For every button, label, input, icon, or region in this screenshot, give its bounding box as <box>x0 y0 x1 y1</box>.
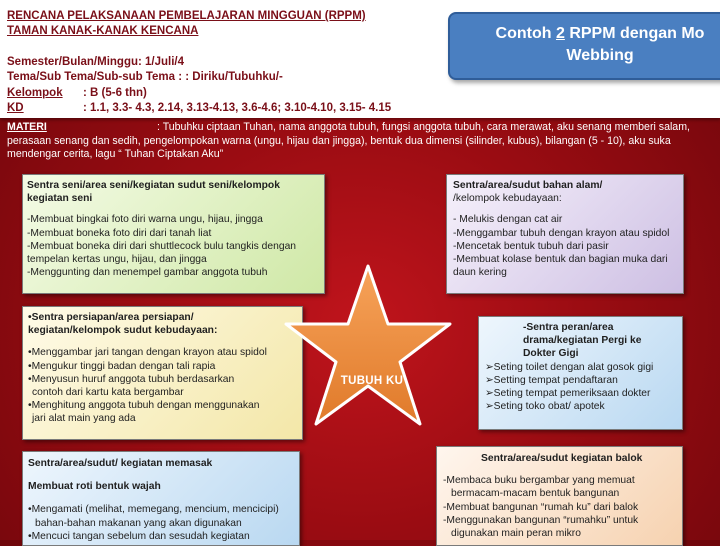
list-item: tempelan kertas ungu, hijau, dan jingga <box>27 254 207 266</box>
list-item: bermacam-macam bentuk bangunan <box>451 488 620 500</box>
list-item: -Membuat bangunan “rumah ku” dari balok <box>443 501 639 513</box>
callout-text-part3: RPPM dengan Mo <box>564 25 705 42</box>
list-item: •Mencuci tangan sebelum dan sesudah kegiatan <box>28 530 250 542</box>
sentra-peran-title: -Sentra peran/area <box>523 322 614 333</box>
list-item: ➢Seting tempat pemeriksaan dokter <box>485 388 651 400</box>
sentra-seni-title-2: kegiatan seni <box>27 193 93 205</box>
callout-number: 2 <box>555 25 565 42</box>
header-semester: Semester/Bulan/Minggu: 1/Juli/4 <box>7 56 185 68</box>
center-star <box>280 262 456 430</box>
list-item: -Membuat bingkai foto diri warna ungu, hijau, jingga <box>27 214 263 226</box>
sentra-persiapan-box <box>22 306 303 440</box>
list-item: -Menggambar tubuh dengan krayon atau spidol <box>453 227 670 239</box>
callout-line2: Webbing <box>566 47 634 64</box>
sentra-balok-title: Sentra/area/sudut kegiatan balok <box>481 453 643 464</box>
list-item: ➢Setting tempat pendaftaran <box>485 374 618 386</box>
list-item: -Membaca buku bergambar yang memuat <box>443 475 635 487</box>
list-item: bahan-bahan makanan yang akan digunakan <box>35 517 242 529</box>
sentra-alam-title-2: /kelompok kebudayaan: <box>453 193 562 205</box>
star-shape <box>280 262 456 430</box>
sentra-seni-title: Sentra seni/area seni/kegiatan sudut seni/kelompok <box>27 180 280 191</box>
sentra-peran-title-3: Dokter Gigi <box>523 348 579 360</box>
callout-text-part1: Contoh <box>495 25 556 42</box>
example-callout <box>448 12 720 80</box>
sentra-peran-box <box>478 316 683 430</box>
list-item: daun kering <box>453 267 507 279</box>
list-item: -Membuat boneka foto diri dari tanah liat <box>27 227 212 239</box>
sentra-memasak-box <box>22 451 300 546</box>
sentra-alam-title: Sentra/area/sudut bahan alam/ <box>453 180 603 191</box>
list-item: ➢Seting toko obat/ apotek <box>485 401 605 413</box>
kd-label: KD <box>7 102 24 114</box>
header-school: TAMAN KANAK-KANAK KENCANA <box>7 25 199 37</box>
list-item: -Membuat boneka diri dari shuttlecock bulu tangkis dengan <box>27 240 297 252</box>
header-tema: Tema/Sub Tema/Sub-sub Tema : : Diriku/Tubuhku/- <box>7 71 283 83</box>
kelompok-label: Kelompok <box>7 87 63 99</box>
list-item: ➢Seting toilet dengan alat gosok gigi <box>485 361 654 373</box>
kd-value: : 1.1, 3.3- 4.3, 2.14, 3.13-4.13, 3.6-4.6; 3.10-4.10, 3.15- 4.15 <box>83 102 392 114</box>
sentra-peran-title-2: drama/kegiatan Pergi ke <box>523 335 642 347</box>
sentra-alam-box <box>446 174 684 294</box>
center-topic-label: TUBUH KU <box>340 375 404 387</box>
list-item: •Menyusun huruf anggota tubuh berdasarkan <box>28 373 235 385</box>
sentra-balok-box <box>436 446 683 546</box>
header-kelompok <box>7 87 147 100</box>
list-item: -Menggunting dan menempel gambar anggota tubuh <box>27 267 268 279</box>
materi-label: MATERI <box>7 121 47 133</box>
kelompok-value: : B (5-6 thn) <box>83 87 147 99</box>
sentra-memasak-title: Sentra/area/sudut/ kegiatan memasak <box>28 458 213 469</box>
list-item: •Mengamati (melihat, memegang, mencium, mencicipi) <box>28 504 279 516</box>
header-kd <box>7 102 391 115</box>
sentra-memasak-title-2: Membuat roti bentuk wajah <box>28 481 161 493</box>
list-item: jari alat main yang ada <box>32 413 136 425</box>
list-item: -Mencetak bentuk tubuh dari pasir <box>453 240 609 252</box>
sentra-persiapan-title: •Sentra persiapan/area persiapan/ <box>28 312 194 323</box>
list-item: - Melukis dengan cat air <box>453 214 563 226</box>
list-item: •Mengukur tinggi badan dengan tali rapia <box>28 360 216 372</box>
sentra-persiapan-title-2: kegiatan/kelompok sudut kebudayaan: <box>28 325 218 337</box>
list-item: •Menggambar jari tangan dengan krayon atau spidol <box>28 347 267 359</box>
list-item: •Menghitung anggota tubuh dengan menggunakan <box>28 400 260 412</box>
list-item: -Membuat kolase bentuk dan bagian muka dari <box>453 254 668 266</box>
list-item: contoh dari kartu kata bergambar <box>32 387 184 399</box>
header-title: RENCANA PELAKSANAAN PEMBELAJARAN MINGGUAN (RPPM) <box>7 10 366 22</box>
list-item: -Menggunakan bangunan “rumahku” untuk <box>443 514 639 526</box>
rppm-header <box>0 0 720 118</box>
materi-section <box>7 121 715 162</box>
materi-text: : Tubuhku ciptaan Tuhan, nama anggota tubuh, fungsi anggota tubuh, cara merawat, aku senang memberi salam, perasaan senang dan sedih, pengelompokan warna (ungu, hijau dan jingga), bentuk dua dimensi (silinder, kubus), bilangan (5 - 10), aku suka mendengar cerita, lagu “ Tuhan Ciptakan Aku” <box>7 121 690 160</box>
list-item: digunakan main peran mikro <box>451 528 581 540</box>
